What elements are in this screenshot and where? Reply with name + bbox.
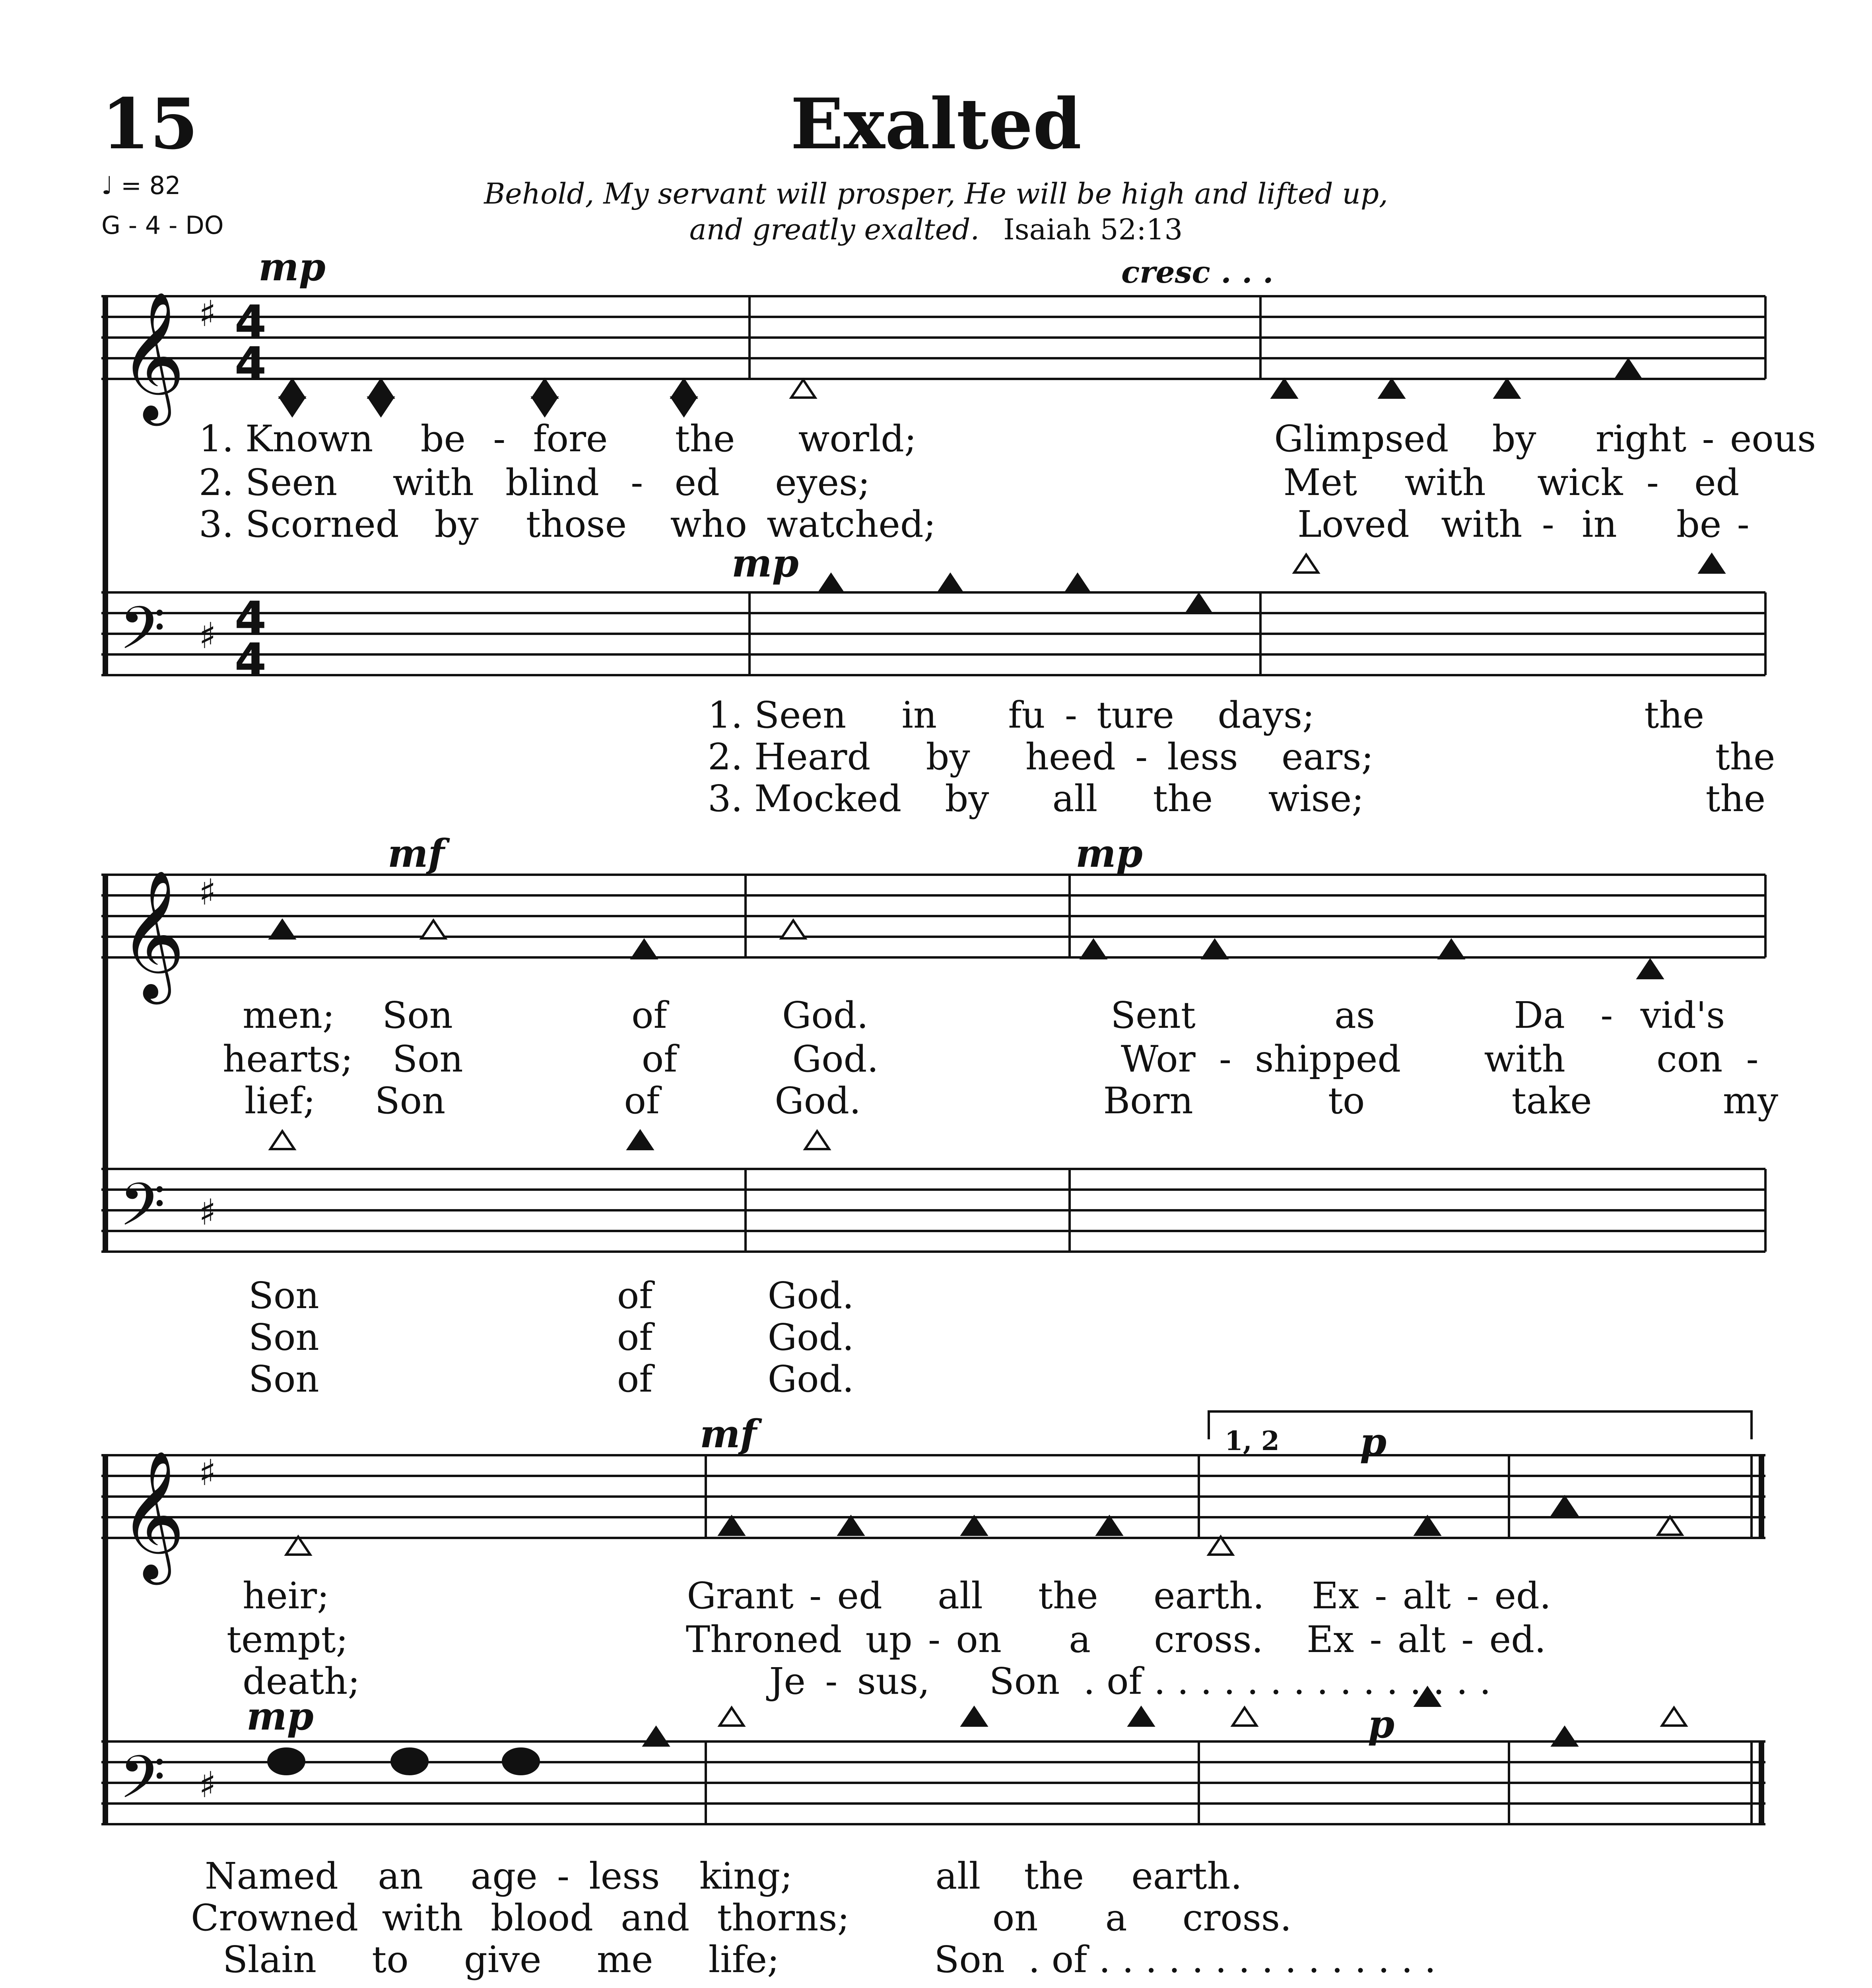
syllable: cross. xyxy=(1154,1618,1263,1661)
syllable: all xyxy=(1052,777,1098,820)
syllable: of xyxy=(624,1079,660,1122)
syllable: - xyxy=(557,1855,570,1897)
syllable: God. xyxy=(767,1316,854,1359)
syllable: on xyxy=(956,1618,1002,1661)
syllable: by xyxy=(1492,417,1536,460)
syllable: Sent xyxy=(1111,994,1196,1037)
staff-system2-bass xyxy=(101,1169,1765,1252)
syllable: Born xyxy=(1103,1079,1193,1122)
syllable: of xyxy=(631,994,667,1037)
syllable: . of . . . . . . . . . . . . . . . xyxy=(1083,1660,1491,1703)
syllable: 3. Scorned xyxy=(199,503,399,546)
key-info: G - 4 - DO xyxy=(101,211,224,240)
syllable: tempt; xyxy=(227,1618,348,1661)
syllable: those xyxy=(526,503,627,546)
lyric-s2-v3 xyxy=(245,1079,1778,1122)
syllable: Slain xyxy=(223,1938,317,1981)
syllable: - xyxy=(1600,994,1613,1037)
syllable: fore xyxy=(533,417,608,460)
syllable: Crowned xyxy=(191,1897,359,1939)
syllable: watched; xyxy=(767,503,936,546)
svg-text:𝄢: 𝄢 xyxy=(119,594,165,677)
syllable: Son xyxy=(249,1316,319,1359)
ending-label-1-2: 1, 2 xyxy=(1225,1425,1280,1456)
svg-text:𝄞: 𝄞 xyxy=(119,869,185,999)
syllable: Named xyxy=(205,1855,338,1897)
svg-text:𝄢: 𝄢 xyxy=(119,1171,165,1254)
syllable: earth. xyxy=(1131,1855,1243,1897)
syllable: Son xyxy=(934,1938,1005,1981)
syllable: to xyxy=(1328,1079,1365,1122)
dynamic-cresc: cresc . . . xyxy=(1121,254,1274,290)
syllable: 2. Seen xyxy=(199,461,338,504)
syllable: as xyxy=(1334,994,1375,1037)
syllable: Ex xyxy=(1311,1574,1359,1617)
syllable: 1. Seen xyxy=(708,694,847,736)
hymn-title: Exalted xyxy=(790,83,1082,165)
syllable: eous xyxy=(1730,417,1816,460)
syllable: the xyxy=(1038,1574,1098,1617)
syllable: shipped xyxy=(1255,1038,1401,1080)
syllable: - xyxy=(1466,1574,1479,1617)
syllable: all xyxy=(938,1574,983,1617)
syllable: Throned xyxy=(685,1618,842,1661)
syllable: Glimpsed xyxy=(1274,417,1449,460)
syllable: - xyxy=(1219,1038,1231,1080)
svg-text:4: 4 xyxy=(235,634,267,687)
syllable: - xyxy=(1375,1574,1387,1617)
dynamic-p-1: p xyxy=(1360,1419,1387,1464)
dynamic-mp-3: mp xyxy=(1076,831,1143,876)
svg-text:♯: ♯ xyxy=(199,872,216,913)
svg-text:4: 4 xyxy=(235,592,267,645)
lyric-s2-v2 xyxy=(223,1038,1759,1080)
svg-text:𝄢: 𝄢 xyxy=(119,1743,165,1826)
syllable: in xyxy=(1582,503,1617,546)
syllable: on xyxy=(992,1897,1038,1939)
lyric-s3-bass-v1 xyxy=(205,1855,1242,1897)
dynamic-mp-2: mp xyxy=(732,541,799,586)
dynamic-mp-1: mp xyxy=(258,245,326,289)
syllable: - xyxy=(809,1574,822,1617)
staff-system3-bass xyxy=(101,1741,1765,1824)
syllable: God. xyxy=(782,994,868,1037)
staff-system2-treble xyxy=(101,875,1765,957)
syllable: God. xyxy=(775,1079,861,1122)
syllable: 3. Mocked xyxy=(708,777,902,820)
syllable: cross. xyxy=(1182,1897,1292,1939)
lyric-s1-bass-v1 xyxy=(708,694,1704,736)
lyric-s1-v1 xyxy=(199,417,1816,460)
syllable: God. xyxy=(767,1358,854,1400)
epigraph-line-1: Behold, My servant will prosper, He will be high and lifted up, xyxy=(484,177,1388,210)
svg-text:𝄞: 𝄞 xyxy=(119,291,185,420)
noteheads xyxy=(252,360,1724,1988)
svg-text:♯: ♯ xyxy=(199,1192,216,1233)
lyric-s3-bass-v3 xyxy=(223,1938,1436,1981)
syllable: - xyxy=(631,461,643,504)
svg-text:4: 4 xyxy=(235,296,267,349)
dynamic-p-2: p xyxy=(1368,1702,1395,1747)
syllable: ears; xyxy=(1281,736,1374,778)
syllable: ture xyxy=(1097,694,1174,736)
syllable: Grant xyxy=(687,1574,794,1617)
syllable: a xyxy=(1069,1618,1091,1661)
syllable: of xyxy=(641,1038,678,1080)
staff-system1-bass xyxy=(101,592,1765,675)
syllable: to xyxy=(372,1938,409,1981)
syllable: alt xyxy=(1397,1618,1446,1661)
syllable: blind xyxy=(505,461,599,504)
syllable: with xyxy=(1404,461,1486,504)
syllable: of xyxy=(617,1316,653,1359)
dynamic-mf-2: mf xyxy=(700,1411,757,1456)
svg-text:♯: ♯ xyxy=(199,1452,216,1494)
syllable: 1. Known xyxy=(199,417,373,460)
syllable: Son xyxy=(249,1358,319,1400)
syllable: a xyxy=(1105,1897,1127,1939)
syllable: the xyxy=(1024,1855,1084,1897)
syllable: give xyxy=(464,1938,542,1981)
tempo-marking: ♩ = 82 xyxy=(101,171,181,200)
svg-text:♯: ♯ xyxy=(199,615,216,657)
svg-text:♯: ♯ xyxy=(199,293,216,335)
syllable: wise; xyxy=(1268,777,1364,820)
lyric-s2-bass-v1 xyxy=(249,1274,854,1317)
syllable: con xyxy=(1656,1038,1723,1080)
syllable: - xyxy=(1746,1038,1759,1080)
syllable: an xyxy=(378,1855,423,1897)
lyric-s1-bass-v2 xyxy=(708,736,1775,778)
epigraph-text: and greatly exalted. xyxy=(689,213,980,246)
lyric-s3-v2 xyxy=(227,1618,1546,1661)
syllable: by xyxy=(926,736,970,778)
syllable: by xyxy=(434,503,479,546)
syllable: heir; xyxy=(243,1574,330,1617)
syllable: - xyxy=(928,1618,941,1661)
scripture-reference: Isaiah 52:13 xyxy=(1003,213,1183,246)
syllable: earth. xyxy=(1153,1574,1264,1617)
syllable: less xyxy=(589,1855,660,1897)
syllable: be xyxy=(420,417,466,460)
lyric-s1-bass-v3 xyxy=(708,777,1765,820)
syllable: less xyxy=(1167,736,1238,778)
syllable: the xyxy=(675,417,735,460)
syllable: - xyxy=(493,417,506,460)
syllable: with xyxy=(392,461,474,504)
syllable: world; xyxy=(798,417,917,460)
syllable: sus, xyxy=(857,1660,930,1703)
syllable: ed xyxy=(1694,461,1740,504)
lyric-s1-v3 xyxy=(199,503,1750,546)
syllable: heed xyxy=(1025,736,1116,778)
hymn-number: 15 xyxy=(101,83,198,165)
svg-text:4: 4 xyxy=(235,338,267,391)
syllable: blood xyxy=(491,1897,594,1939)
syllable: death; xyxy=(243,1660,360,1703)
syllable: - xyxy=(1542,503,1554,546)
syllable: wick xyxy=(1537,461,1623,504)
syllable: king; xyxy=(699,1855,793,1897)
svg-text:𝄞: 𝄞 xyxy=(119,1450,185,1579)
syllable: ed xyxy=(674,461,720,504)
syllable: Ex xyxy=(1307,1618,1354,1661)
syllable: me xyxy=(596,1938,653,1981)
syllable: Son xyxy=(392,1038,463,1080)
syllable: with xyxy=(1441,503,1522,546)
syllable: 2. Heard xyxy=(708,736,871,778)
syllable: be xyxy=(1676,503,1722,546)
syllable: fu xyxy=(1008,694,1045,736)
syllable: age xyxy=(470,1855,538,1897)
syllable: by xyxy=(945,777,989,820)
lyric-s2-bass-v3 xyxy=(249,1358,854,1400)
syllable: the xyxy=(1644,694,1705,736)
syllable: Je xyxy=(769,1660,806,1703)
syllable: in xyxy=(901,694,937,736)
syllable: Son xyxy=(249,1274,319,1317)
syllable: - xyxy=(1135,736,1148,778)
syllable: - xyxy=(1737,503,1750,546)
syllable: God. xyxy=(767,1274,854,1317)
syllable: the xyxy=(1715,736,1775,778)
syllable: men; xyxy=(243,994,335,1037)
syllable: the xyxy=(1705,777,1766,820)
syllable: Da xyxy=(1514,994,1565,1037)
lyric-s3-bass-v2 xyxy=(191,1897,1291,1939)
syllable: eyes; xyxy=(775,461,870,504)
syllable: - xyxy=(1702,417,1715,460)
syllable: Son xyxy=(382,994,453,1037)
syllable: ed. xyxy=(1489,1618,1546,1661)
syllable: - xyxy=(1461,1618,1474,1661)
barlines xyxy=(105,296,1765,1988)
syllable: God. xyxy=(792,1038,879,1080)
lyric-s1-v2 xyxy=(199,461,1739,504)
syllable: right xyxy=(1595,417,1687,460)
syllable: vid's xyxy=(1640,994,1725,1037)
lyric-s3-v3 xyxy=(243,1660,1491,1703)
syllable: days; xyxy=(1218,694,1315,736)
lyric-s2-v1 xyxy=(243,994,1725,1037)
syllable: Son xyxy=(375,1079,446,1122)
svg-text:♯: ♯ xyxy=(199,1764,216,1806)
syllable: - xyxy=(1646,461,1659,504)
syllable: Wor xyxy=(1120,1038,1196,1080)
syllable: of xyxy=(617,1274,653,1317)
syllable: with xyxy=(1484,1038,1565,1080)
syllable: take xyxy=(1511,1079,1592,1122)
syllable: hearts; xyxy=(223,1038,353,1080)
syllable: . of . . . . . . . . . . . . . . . xyxy=(1028,1938,1436,1981)
syllable: - xyxy=(1369,1618,1382,1661)
syllable: alt xyxy=(1402,1574,1451,1617)
syllable: thorns; xyxy=(717,1897,850,1939)
syllable: and xyxy=(621,1897,690,1939)
syllable: Loved xyxy=(1297,503,1410,546)
staff-system3-treble xyxy=(101,1455,1765,1538)
syllable: the xyxy=(1153,777,1213,820)
dynamic-mp-4: mp xyxy=(247,1694,314,1739)
syllable: with xyxy=(382,1897,463,1939)
syllable: life; xyxy=(708,1938,780,1981)
syllable: Son xyxy=(989,1660,1060,1703)
syllable: my xyxy=(1722,1079,1779,1122)
syllable: - xyxy=(825,1660,838,1703)
syllable: - xyxy=(1064,694,1078,736)
syllable: lief; xyxy=(245,1079,316,1122)
staff-system1-treble xyxy=(101,296,1765,379)
syllable: Met xyxy=(1283,461,1357,504)
syllable: who xyxy=(670,503,747,546)
syllable: ed. xyxy=(1494,1574,1552,1617)
syllable: of xyxy=(617,1358,653,1400)
syllable: ed xyxy=(837,1574,882,1617)
syllable: up xyxy=(865,1618,913,1661)
lyric-s3-v1 xyxy=(243,1574,1551,1617)
syllable: all xyxy=(935,1855,981,1897)
dynamic-mf-1: mf xyxy=(388,831,445,876)
lyric-s2-bass-v2 xyxy=(249,1316,854,1359)
